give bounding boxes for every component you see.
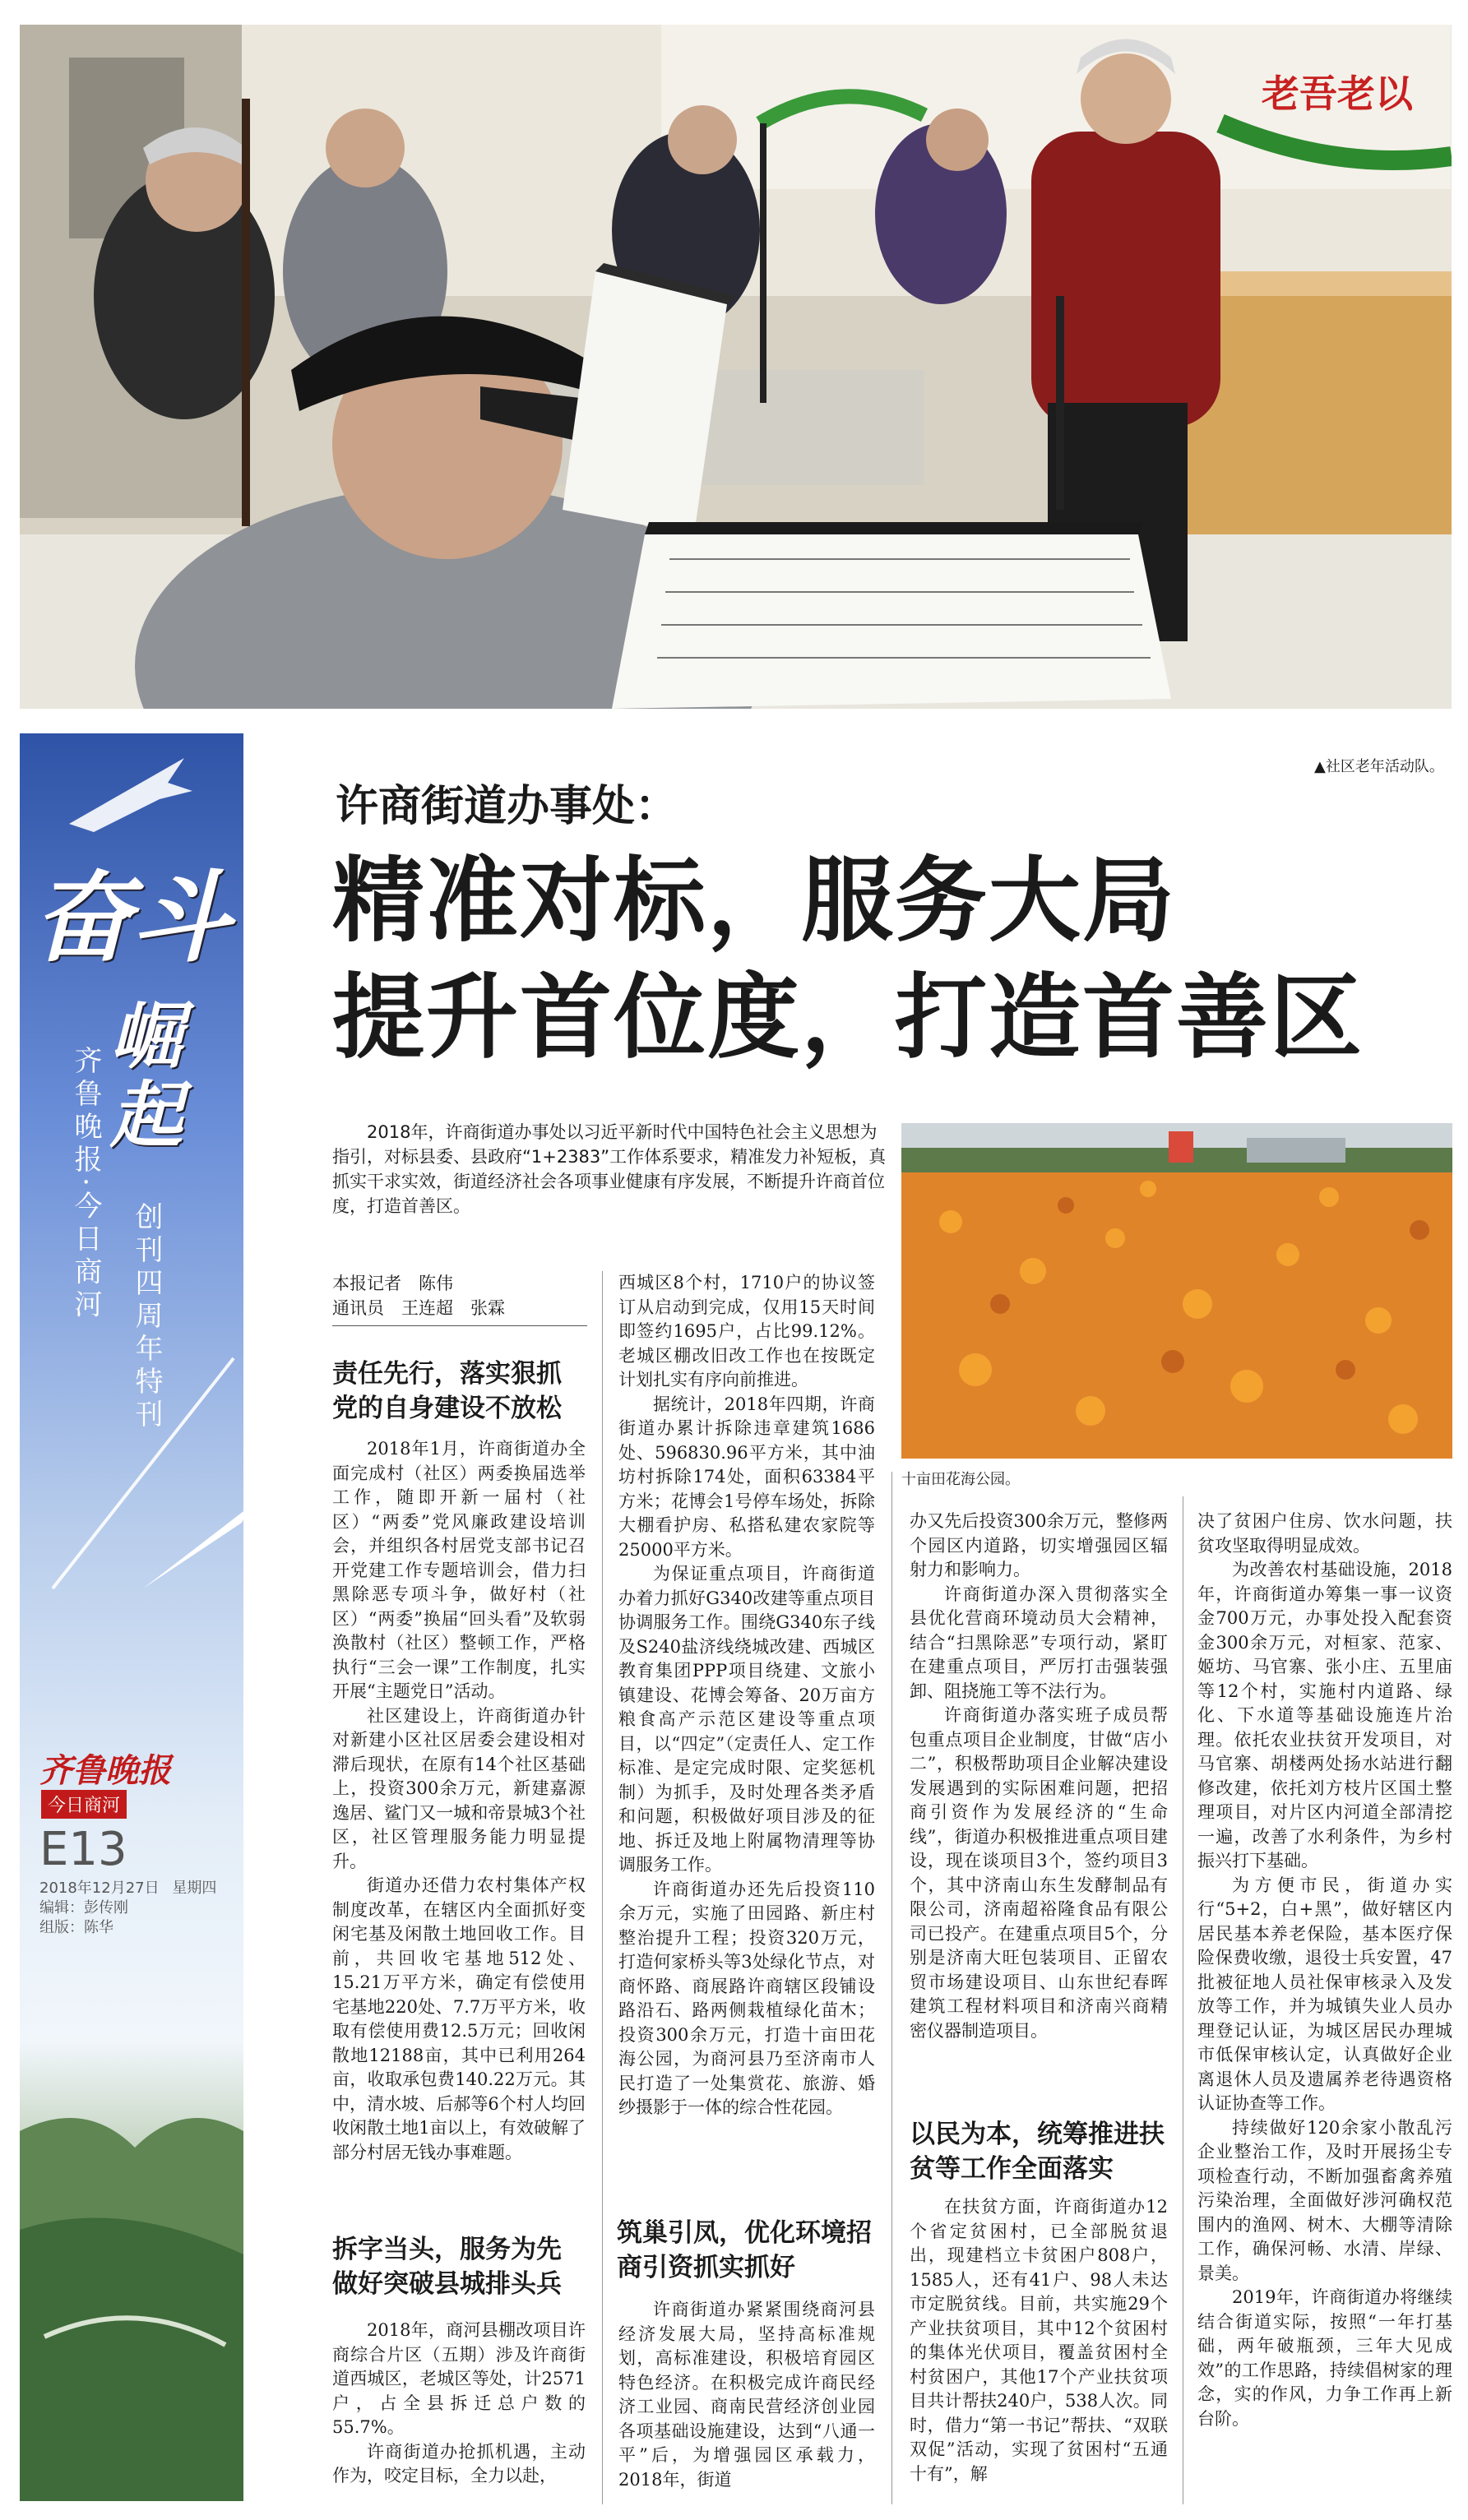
col1-paragraph: 街道办还借力农村集体产权制度改革，在辖区内全面抓好变闲宅基及闲散土地回收工作。目前，共回收宅基地512处、15.21万平方米，确定有偿使用宅基地220处、7.7万平方米，收取有偿使用费12.5万元；回收闲散地12188亩，其中已利用264亩，收取承包费140.22万元。其中，清水坡、后郝等6个村人均回收闲散土地1亩以上，有效破解了部分村居无钱办事难题。	[332, 1875, 586, 2162]
issue-info	[39, 1879, 216, 1938]
flower-park-photo	[901, 1123, 1452, 1459]
paper-sub-logo: 今日商河	[41, 1790, 127, 1819]
issue-date: 2018年12月27日	[39, 1880, 160, 1897]
section-heading-investment: 筑巢引凤，优化环境招商引资抓实抓好	[617, 2218, 872, 2282]
section-heading-poverty: 以民为本，统筹推进扶贫等工作全面落实	[910, 2120, 1165, 2184]
banner-title-1: 奋斗	[33, 860, 230, 976]
banner-vertical-paper: 齐鲁晚报·今日商河	[69, 1046, 102, 1323]
flower-photo-caption: 十亩田花海公园。	[901, 1471, 1020, 1488]
editor-credit: 编辑：彭传刚	[39, 1899, 128, 1917]
svg-text:老吾老以: 老吾老以	[1262, 72, 1413, 116]
section-heading-demolition: 拆字当头，服务为先做好突破县城排头兵	[332, 2235, 562, 2299]
col4-paragraph: 2019年，许商街道办将继续结合街道实际，按照“一年打基础，两年破瓶颈，三年大见成效”的工作思路，持续倡树家的理念，实的作风，力争工作再上新台阶。	[1197, 2287, 1452, 2429]
article-column-3	[910, 1510, 1168, 2043]
article-column-2-lower	[618, 2298, 875, 2492]
layout-credit: 组版：陈华	[39, 1919, 113, 1936]
col1-paragraph: 社区建设上，许商街道办针对新建小区社区居委会建设相对滞后现状，在原有14个社区基础上，投资300余万元，新建嘉源逸居、鲨门又一城和帝景城3个社区，社区管理服务能力明显提升。	[332, 1705, 586, 1871]
col2-paragraph: 许商街道办还先后投资110余万元，实施了田园路、新庄村整治提升工程；投资320万元，打造何家桥头等3处绿化节点，对商怀路、商展路许商辖区段铺设路沿石、路两侧栽植绿化苗木；投资300余万元，打造十亩田花海公园，为商河县乃至济南市人民打造了一处集赏花、旅游、婚纱摄影于一体的综合性花园。	[618, 1879, 875, 2117]
col3-paragraph: 在扶贫方面，许商街道办12个省定贫困村，已全部脱贫退出，现建档立卡贫困户808户，1585人，还有41户、98人未达市定脱贫线。目前，共实施29个产业扶贫项目，其中12个贫困村的集体光伏项目，覆盖贫困村全村贫困户，其他17个产业扶贫项目共计帮扶240户，538人次。同时，借力“第一书记”帮扶、“双联双促”活动，实现了贫困村“五通十有”，解	[910, 2197, 1168, 2484]
headline-kicker: 许商街道办事处：	[336, 782, 678, 831]
elderly-music-group-photo	[20, 25, 1452, 709]
lead-paragraph: 2018年，许商街道办事处以习近平新时代中国特色社会主义思想为指引，对标县委、县政府“1+2383”工作体系要求，精准发力补短板，真抓实干求实效，街道经济社会各项事业健康有序发展，不断提升许商首位度，打造首善区。	[332, 1122, 887, 1216]
col2-paragraph: 为保证重点项目，许商街道办着力抓好G340改建等重点项目协调服务工作。围绕G340东子线及S240盐济线绕城改建、西城区教育集团PPP项目绕建、文旅小镇建设、花博会筹备、20万亩方粮食高产示范区建设等重点项目，以“四定”（定责任人、定工作标准、是定完成时限、定奖惩机制）为抓手，及时处理各类矛盾和问题，积极做好项目涉及的征地、拆迁及地上附属物清理等协调服务工作。	[618, 1564, 875, 1875]
banner-title-2: 崛起	[110, 993, 183, 1158]
col4-paragraph: 决了贫困户住房、饮水问题，扶贫攻坚取得明显成效。	[1197, 1511, 1452, 1556]
headline-line-1: 精准对标，服务大局	[332, 848, 1176, 955]
article-column-4	[1197, 1510, 1452, 2431]
reporter-credit: 本报记者 陈伟	[332, 1274, 453, 1293]
banner-vertical-anniversary: 创刊四周年特刊	[130, 1202, 163, 1432]
col4-paragraph: 持续做好120余家小散乱污企业整治工作，及时开展扬尘专项检查行动，不断加强畜禽养殖污染治理，全面做好涉河确权范围内的渔网、树木、大棚等清除工作，确保河畅、水清、岸绿、景美。	[1197, 2117, 1452, 2283]
col2-paragraph: 西城区8个村，1710户的协议签订从启动到完成，仅用15天时间即签约1695户，占比99.12%。老城区棚改旧改工作也在按既定计划扎实有序向前推进。	[618, 1273, 875, 1389]
col4-paragraph: 为改善农村基础设施，2018年，许商街道办筹集一事一议资金700万元，办事处投入配套资金300余万元，对桓家、范家、姬坊、马官寨、张小庄、五里庙等12个村，实施村内道路、绿化、下水道等基础设施连片治理。依托农业扶贫开发项目，对马官寨、胡楼两处扬水站进行翻修改建，依托刘方枝片区国土整理项目，对片区内河道全部清挖一遍，改善了水利条件，为乡村振兴打下基础。	[1197, 1560, 1452, 1870]
article-column-2	[618, 1271, 875, 2120]
flower-field-image	[901, 1123, 1452, 1459]
article-column-1	[332, 1437, 586, 2165]
col4-paragraph: 为方便市民，街道办实行“5+2，白+黑”，做好辖区内居民基本养老保险，基本医疗保险保费收缴，退役士兵安置，47批被征地人员社保审核录入及发放等工作，并为城镇失业人员办理登记认证，为城区居民办理城市低保审核认定，认真做好企业离退休人员及遗属养老待遇资格认证协查等工作。	[1197, 1875, 1452, 2113]
article-column-1-lower	[332, 2319, 586, 2489]
issue-weekday: 星期四	[172, 1880, 217, 1897]
col1-paragraph: 2018年，商河县棚改项目许商综合片区（五期）涉及许商街道西城区，老城区等处，计2571户，占全县拆迁总户数的55.7%。	[332, 2320, 586, 2437]
top-photo	[20, 25, 1452, 709]
section-heading-party-building: 责任先行，落实狠抓党的自身建设不放松	[332, 1359, 562, 1423]
headline-line-2: 提升首位度，打造首善区	[332, 964, 1364, 1071]
photo-caption: ▲社区老年活动队。	[1314, 758, 1444, 775]
page-number: E13	[39, 1823, 127, 1876]
paper-logo: 齐鲁晚报	[39, 1751, 171, 1790]
col3-paragraph: 许商街道办落实班子成员帮包重点项目企业制度，甘做“店小二”，积极帮助项目企业解决建设发展遇到的实际困难问题，把招商引资作为发展经济的“生命线”，街道办积极推进重点项目建设，现在谈项目3个，签约项目3个，其中济南山东生发酵制品有限公司，济南超裕隆食品有限公司已投产。在建重点项目5个，分别是济南大旺包装项目、正留农贸市场建设项目、山东世纪春晖建筑工程材料项目和济南兴商精密仪器制造项目。	[910, 1705, 1168, 2041]
col3-paragraph: 许商街道办深入贯彻落实全县优化营商环境动员大会精神，结合“扫黑除恶”专项行动，紧盯在建重点项目，严厉打击强装强卸、阻挠施工等不法行为。	[910, 1584, 1168, 1701]
col1-paragraph: 2018年1月，许商街道办全面完成村（社区）两委换届选举工作，随即开新一届村（社区）“两委”党风廉政建设培训会，并组织各村居党支部书记召开党建工作专题培训会，借力扫黑除恶专项斗争，做好村（社区）“两委”换届“回头看”及软弱涣散村（社区）整顿工作，严格执行“三会一课”工作制度，扎实开展“主题党日”活动。	[332, 1439, 586, 1701]
article-column-3-lower	[910, 2195, 1168, 2486]
col1-paragraph: 许商街道办抢抓机遇，主动作为，咬定目标，全力以赴，	[332, 2441, 586, 2485]
col3-paragraph: 办又先后投资300余万元，整修两个园区内道路，切实增强园区辐射力和影响力。	[910, 1511, 1168, 1579]
special-issue-banner	[20, 733, 243, 2501]
byline	[332, 1271, 587, 1326]
col2-paragraph: 据统计，2018年四期，许商街道办累计拆除违章建筑1686处、596830.96平方米，其中油坊村拆除174处，面积63384平方米；花博会1号停车场处，拆除大棚看护房、私搭私建农家院等25000平方米。	[618, 1394, 875, 1560]
correspondent-credit: 通讯员 王连超 张霖	[332, 1298, 505, 1318]
col2-paragraph: 许商街道办紧紧围绕商河县经济发展大局，坚持高标准规划，高标准建设，积极培育园区特色经济。在积极完成许商民经济工业园、商南民营经济创业园各项基础设施建设，达到“八通一平”后，为增强园区承载力，2018年，街道	[618, 2300, 875, 2490]
